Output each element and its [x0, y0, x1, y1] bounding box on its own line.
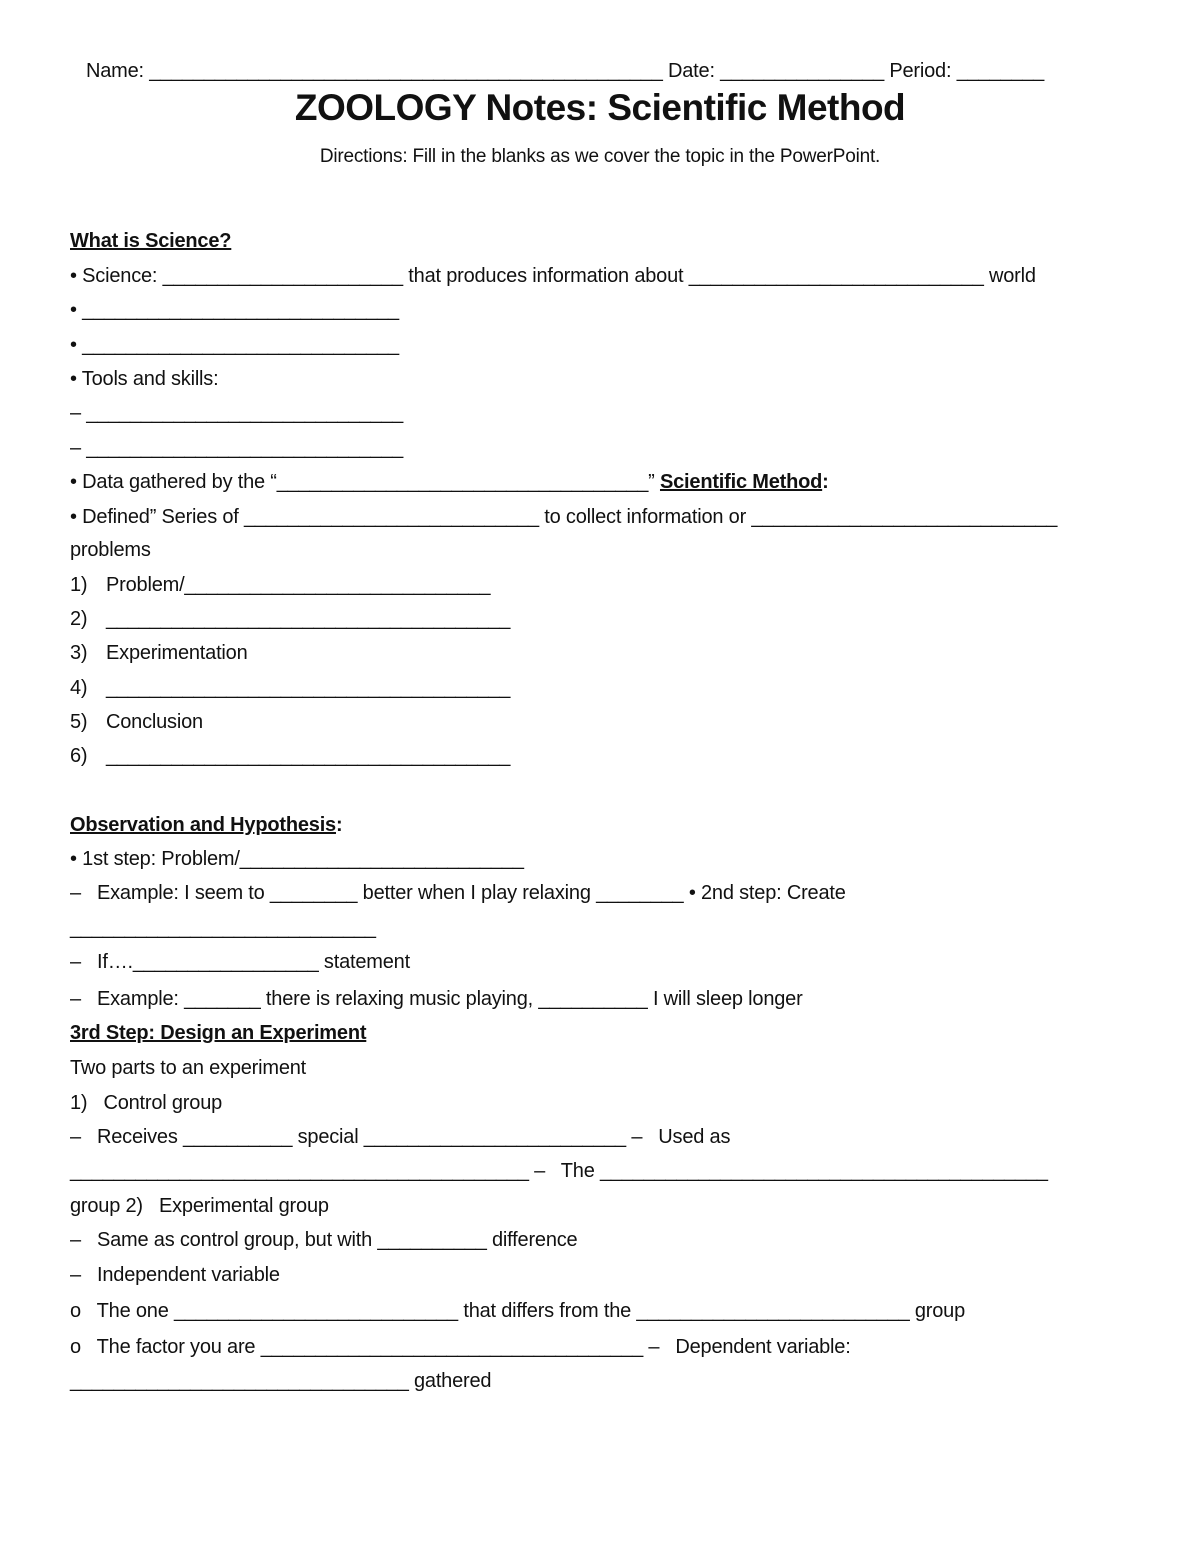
section-heading-design-experiment: 3rd Step: Design an Experiment — [70, 1022, 367, 1044]
step-text: _____________________________________ — [106, 677, 511, 699]
step-text: Conclusion — [106, 711, 203, 733]
step-number: 6) — [70, 745, 88, 767]
step-text: Problem/____________________________ — [106, 574, 491, 596]
used-as-blank-line: __________________________________________ – The _________________________________________ — [70, 1160, 1048, 1182]
step-1 — [70, 573, 490, 597]
example-line-2: – Example: _______ there is relaxing music playing, __________ I will sleep longer — [70, 988, 803, 1010]
step-number: 4) — [70, 677, 88, 699]
section-heading-observation — [70, 813, 342, 837]
name-date-period-line: Name: _______________________________________________ Date: _______________ Period: ________ — [86, 60, 1045, 82]
step-2 — [70, 607, 510, 631]
step-text: _____________________________________ — [106, 608, 511, 630]
step-number: 1) — [70, 574, 88, 596]
data-gathered-line — [70, 470, 829, 494]
create-blank-line: ____________________________ — [70, 917, 376, 939]
control-group-line: 1) Control group — [70, 1092, 223, 1114]
step-number: 3) — [70, 642, 88, 664]
bullet-blank-1: • _____________________________ — [70, 299, 399, 321]
receives-line: – Receives __________ special ________________________ – Used as — [70, 1126, 731, 1148]
science-definition-line: • Science: ______________________ that produces information about ___________________________ world — [70, 265, 1036, 287]
observation-heading-colon: : — [335, 814, 343, 836]
first-step-line: • 1st step: Problem/__________________________ — [70, 848, 524, 870]
tools-and-skills: • Tools and skills: — [70, 368, 219, 390]
bullet-blank-2: • _____________________________ — [70, 334, 399, 356]
step-text: _____________________________________ — [106, 745, 511, 767]
step-6 — [70, 744, 510, 768]
step-3 — [70, 641, 248, 665]
example-line-1: – Example: I seem to ________ better when I play relaxing ________ • 2nd step: Create — [70, 882, 846, 904]
scientific-method-colon: : — [822, 471, 829, 493]
scientific-method-heading: Scientific Method — [659, 471, 823, 493]
observation-heading-text: Observation and Hypothesis — [70, 814, 336, 836]
step-number: 5) — [70, 711, 88, 733]
factor-line: o The factor you are ___________________________________ – Dependent variable: — [70, 1336, 851, 1358]
section-heading-what-is-science: What is Science? — [70, 230, 232, 252]
dash-blank-2: – _____________________________ — [70, 437, 404, 459]
data-gathered-text: • Data gathered by the “__________________________________” — [70, 471, 655, 493]
the-one-line: o The one __________________________ that differs from the _________________________ group — [70, 1300, 966, 1322]
same-as-control-line: – Same as control group, but with __________ difference — [70, 1229, 578, 1251]
page-title: ZOOLOGY Notes: Scientific Method — [294, 87, 906, 128]
if-statement-line: – If…._________________ statement — [70, 951, 410, 973]
gathered-line: _______________________________ gathered — [70, 1370, 492, 1392]
defined-series-line: • Defined” Series of ___________________________ to collect information or ____________________________ — [70, 506, 1058, 528]
independent-variable-line: – Independent variable — [70, 1264, 280, 1286]
problems-word: problems — [70, 539, 151, 561]
step-number: 2) — [70, 608, 88, 630]
step-text: Experimentation — [106, 642, 248, 664]
directions: Directions: Fill in the blanks as we cover the topic in the PowerPoint. — [319, 146, 881, 167]
two-parts-line: Two parts to an experiment — [70, 1057, 307, 1079]
step-4 — [70, 676, 510, 700]
step-5 — [70, 710, 203, 734]
experimental-group-line: group 2) Experimental group — [70, 1195, 329, 1217]
dash-blank-1: – _____________________________ — [70, 402, 404, 424]
